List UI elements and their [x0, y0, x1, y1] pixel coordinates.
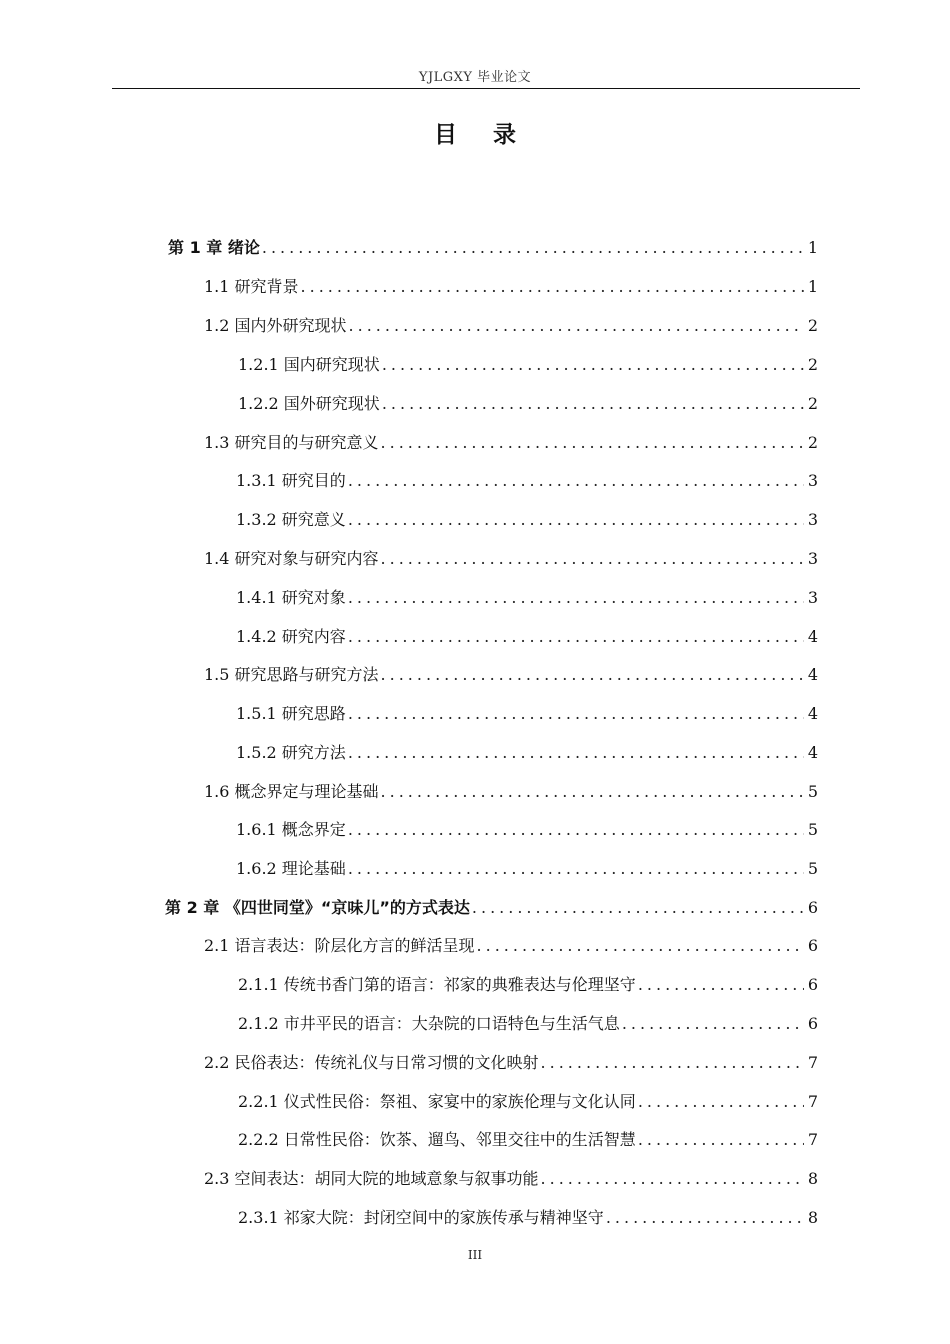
toc-entry-1-4[interactable] — [204, 547, 818, 571]
toc-entry-2-2-1[interactable] — [238, 1090, 818, 1114]
toc-entry-label: 第 1 章 绪论 — [168, 238, 260, 257]
toc-entry-chapter-1[interactable] — [168, 236, 818, 260]
toc-entry-page: 5 — [807, 859, 818, 878]
dot-leader — [382, 392, 804, 416]
toc-entry-1-6-2[interactable] — [236, 857, 818, 881]
toc-entry-page: 7 — [807, 1053, 818, 1072]
toc-entry-label: 1.6 概念界定与理论基础 — [204, 782, 379, 801]
toc-entry-label: 1.2.2 国外研究现状 — [238, 394, 380, 413]
toc-entry-page: 2 — [807, 394, 818, 413]
dot-leader — [541, 1051, 804, 1075]
toc-entry-1-5-1[interactable] — [236, 702, 818, 726]
toc-entry-label: 1.1 研究背景 — [204, 277, 299, 296]
toc-entry-1-5-2[interactable] — [236, 741, 818, 765]
toc-entry-label: 第 2 章 《四世同堂》“京味儿”的方式表达 — [165, 898, 470, 917]
dot-leader — [349, 314, 804, 338]
toc-entry-page: 1 — [807, 277, 818, 296]
toc-entry-label: 2.2.2 日常性民俗：饮茶、遛鸟、邻里交往中的生活智慧 — [238, 1130, 636, 1149]
toc-entry-page: 3 — [807, 510, 818, 529]
toc-entry-label: 1.4.1 研究对象 — [236, 588, 346, 607]
toc-entry-page: 7 — [807, 1092, 818, 1111]
toc-entry-label: 1.5.1 研究思路 — [236, 704, 346, 723]
toc-entry-page: 6 — [807, 898, 818, 917]
toc-entry-label: 2.2 民俗表达：传统礼仪与日常习惯的文化映射 — [204, 1053, 539, 1072]
running-header: YJLGXY 毕业论文 — [418, 70, 532, 85]
page-number: III — [467, 1248, 483, 1262]
toc-entry-label: 2.2.1 仪式性民俗：祭祖、家宴中的家族伦理与文化认同 — [238, 1092, 636, 1111]
toc-entry-page: 2 — [807, 316, 818, 335]
toc-entry-2-3-1[interactable] — [238, 1206, 818, 1230]
toc-entry-2-1-2[interactable] — [238, 1012, 818, 1036]
toc-entry-page: 4 — [807, 704, 818, 723]
toc-entry-page: 4 — [807, 665, 818, 684]
dot-leader — [638, 1128, 804, 1152]
toc-entry-label: 1.4.2 研究内容 — [236, 627, 346, 646]
toc-entry-1-1[interactable] — [204, 275, 818, 299]
toc-entry-label: 2.3 空间表达：胡同大院的地域意象与叙事功能 — [204, 1169, 539, 1188]
dot-leader — [477, 934, 804, 958]
dot-leader — [348, 625, 804, 649]
dot-leader — [348, 702, 804, 726]
toc-entry-1-3-2[interactable] — [236, 508, 818, 532]
toc-entry-page: 8 — [807, 1169, 818, 1188]
toc-entry-page: 7 — [807, 1130, 818, 1149]
dot-leader — [348, 857, 804, 881]
toc-entry-label: 2.1.2 市井平民的语言：大杂院的口语特色与生活气息 — [238, 1014, 620, 1033]
dot-leader — [348, 586, 804, 610]
dot-leader — [381, 780, 804, 804]
toc-entry-page: 4 — [807, 743, 818, 762]
toc-entry-page: 4 — [807, 627, 818, 646]
dot-leader — [348, 818, 804, 842]
dot-leader — [638, 973, 804, 997]
toc-entry-1-4-2[interactable] — [236, 625, 818, 649]
dot-leader — [381, 663, 804, 687]
dot-leader — [638, 1090, 804, 1114]
toc-entry-page: 6 — [807, 936, 818, 955]
toc-entry-1-2[interactable] — [204, 314, 818, 338]
toc-entry-page: 2 — [807, 355, 818, 374]
toc-entry-2-2[interactable] — [204, 1051, 818, 1075]
dot-leader — [381, 431, 804, 455]
toc-entry-1-5[interactable] — [204, 663, 818, 687]
toc-entry-label: 1.6.2 理论基础 — [236, 859, 346, 878]
toc-entry-page: 2 — [807, 433, 818, 452]
toc-entry-page: 5 — [807, 782, 818, 801]
dot-leader — [381, 547, 804, 571]
toc-entry-label: 1.4 研究对象与研究内容 — [204, 549, 379, 568]
toc-entry-2-2-2[interactable] — [238, 1128, 818, 1152]
dot-leader — [348, 508, 804, 532]
toc-entry-2-1-1[interactable] — [238, 973, 818, 997]
toc-entry-page: 5 — [807, 820, 818, 839]
toc-entry-label: 1.5 研究思路与研究方法 — [204, 665, 379, 684]
toc-entry-page: 8 — [807, 1208, 818, 1227]
toc-title: 目 录 — [433, 122, 530, 148]
toc-entry-page: 3 — [807, 471, 818, 490]
toc-entry-1-6-1[interactable] — [236, 818, 818, 842]
dot-leader — [472, 896, 804, 920]
dot-leader — [348, 469, 804, 493]
toc-entry-1-6[interactable] — [204, 780, 818, 804]
dot-leader — [606, 1206, 804, 1230]
toc-entry-label: 1.5.2 研究方法 — [236, 743, 346, 762]
toc-entry-label: 1.3.1 研究目的 — [236, 471, 346, 490]
toc-entry-label: 1.2.1 国内研究现状 — [238, 355, 380, 374]
toc-entry-label: 1.3.2 研究意义 — [236, 510, 346, 529]
toc-entry-page: 6 — [807, 975, 818, 994]
toc-entry-label: 2.3.1 祁家大院：封闭空间中的家族传承与精神坚守 — [238, 1208, 604, 1227]
dot-leader — [348, 741, 804, 765]
toc-entry-page: 6 — [807, 1014, 818, 1033]
toc-entry-2-1[interactable] — [204, 934, 818, 958]
dot-leader — [622, 1012, 804, 1036]
toc-entry-1-2-2[interactable] — [238, 392, 818, 416]
dot-leader — [382, 353, 804, 377]
toc-entry-1-4-1[interactable] — [236, 586, 818, 610]
toc-entry-page: 3 — [807, 588, 818, 607]
toc-entry-1-3-1[interactable] — [236, 469, 818, 493]
dot-leader — [262, 236, 804, 260]
toc-entry-chapter-2[interactable] — [165, 896, 818, 920]
toc-entry-label: 1.3 研究目的与研究意义 — [204, 433, 379, 452]
toc-entry-label: 1.2 国内外研究现状 — [204, 316, 347, 335]
toc-entry-2-3[interactable] — [204, 1167, 818, 1191]
header-rule — [112, 88, 860, 89]
toc-entry-1-2-1[interactable] — [238, 353, 818, 377]
toc-entry-page: 1 — [807, 238, 818, 257]
dot-leader — [541, 1167, 804, 1191]
toc-entry-label: 2.1.1 传统书香门第的语言：祁家的典雅表达与伦理坚守 — [238, 975, 636, 994]
toc-entry-label: 2.1 语言表达：阶层化方言的鲜活呈现 — [204, 936, 475, 955]
toc-entry-label: 1.6.1 概念界定 — [236, 820, 346, 839]
dot-leader — [301, 275, 804, 299]
toc-entry-page: 3 — [807, 549, 818, 568]
toc-entry-1-3[interactable] — [204, 431, 818, 455]
